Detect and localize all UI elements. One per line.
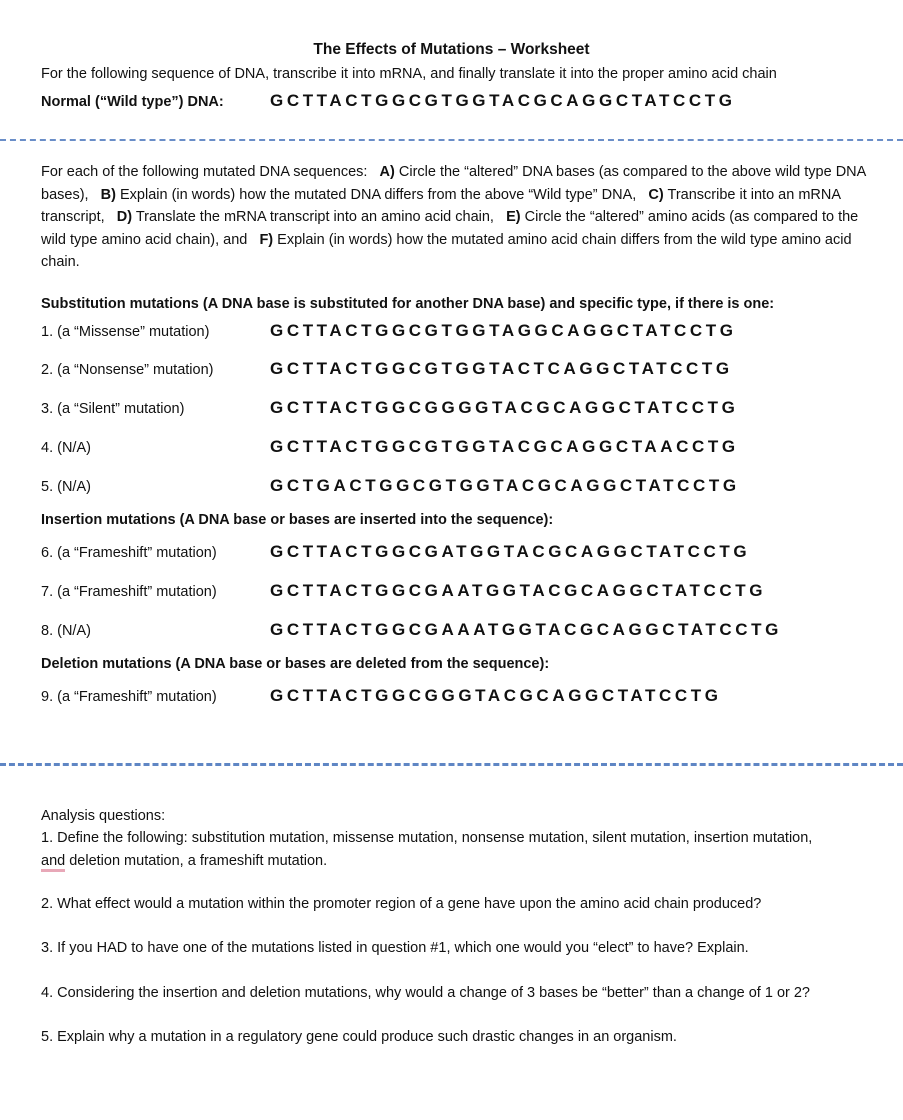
- mutation-4-sequence: GCTTACTGGCGTGGTACGCAGGCTAACCTG: [270, 437, 739, 456]
- wild-type-label: Normal (“Wild type”) DNA:: [41, 94, 224, 110]
- mutation-1-sequence: GCTTACTGGCGTGGTAGGCAGGCTATCCTG: [270, 321, 737, 340]
- direction-f-text: Explain (in words) how the mutated amino acid chain differs from the wild type amino acid chain.: [41, 231, 852, 270]
- directions-paragraph: [41, 161, 871, 274]
- divider-bottom: [0, 763, 903, 766]
- mutation-5-sequence: GCTGACTGGCGTGGTACGCAGGCTATCCTG: [270, 476, 740, 495]
- analysis-heading: Analysis questions:: [41, 808, 166, 824]
- directions-intro: For each of the following mutated DNA sequences:: [41, 164, 368, 180]
- direction-c-marker: C): [648, 186, 664, 203]
- direction-e-marker: E): [506, 209, 521, 225]
- mutation-6-label: 6. (a “Frameshift” mutation): [41, 545, 217, 561]
- direction-a-text: Circle the “altered” DNA bases (as compared to the above wild type DNA bases),: [41, 164, 866, 203]
- question-3: 3. If you HAD to have one of the mutations listed in question #1, which one would you “elect” to have? Explain.: [41, 940, 749, 956]
- direction-b-marker: B): [100, 186, 116, 203]
- direction-f-marker: F): [259, 231, 274, 248]
- worksheet-title: The Effects of Mutations – Worksheet: [313, 41, 590, 58]
- mutation-9-sequence: GCTTACTGGCGGGTACGCAGGCTATCCTG: [270, 686, 722, 705]
- direction-d-text: Translate the mRNA transcript into an amino acid chain,: [135, 209, 494, 225]
- question-1-part-a: 1. Define the following: substitution mutation, missense mutation, nonsense mutation, silent mutation, insertion mutation,: [41, 830, 813, 846]
- mutation-9-label: 9. (a “Frameshift” mutation): [41, 689, 217, 705]
- question-1-part-b: deletion mutation, a frameshift mutation.: [69, 852, 328, 869]
- direction-a-marker: A): [379, 164, 395, 180]
- direction-b-text: Explain (in words) how the mutated DNA differs from the above “Wild type” DNA,: [120, 186, 637, 203]
- mutation-6-sequence: GCTTACTGGCGATGGTACGCAGGCTATCCTG: [270, 542, 751, 561]
- question-1-and: and: [41, 853, 65, 872]
- mutation-8-sequence: GCTTACTGGCGAAATGGTACGCAGGCTATCCTG: [270, 620, 782, 639]
- direction-c-text: Transcribe it into an mRNA transcript,: [41, 186, 841, 225]
- mutation-2-sequence: GCTTACTGGCGTGGTACTCAGGCTATCCTG: [270, 359, 733, 378]
- direction-d-marker: D): [116, 209, 133, 225]
- substitution-heading: Substitution mutations (A DNA base is substituted for another DNA base) and specific type, if there is one:: [41, 296, 775, 312]
- direction-e-text: Circle the “altered” amino acids (as compared to the wild type amino acid chain), and: [41, 209, 859, 248]
- wild-type-sequence: GCTTACTGGCGTGGTACGCAGGCTATCCTG: [270, 91, 736, 110]
- divider-top: [0, 139, 903, 141]
- mutation-1-label: 1. (a “Missense” mutation): [41, 324, 210, 340]
- mutation-3-sequence: GCTTACTGGCGGGGTACGCAGGCTATCCTG: [270, 398, 739, 417]
- insertion-heading: Insertion mutations (A DNA base or bases are inserted into the sequence):: [41, 512, 554, 528]
- instruction-text: For the following sequence of DNA, transcribe it into mRNA, and finally translate it into the proper amino acid chain: [41, 66, 777, 82]
- mutation-2-label: 2. (a “Nonsense” mutation): [41, 362, 214, 378]
- mutation-5-label: 5. (N/A): [41, 479, 91, 495]
- mutation-7-label: 7. (a “Frameshift” mutation): [41, 584, 217, 600]
- question-2: 2. What effect would a mutation within the promoter region of a gene have upon the amino acid chain produced?: [41, 896, 762, 912]
- mutation-8-label: 8. (N/A): [41, 623, 91, 639]
- question-4: 4. Considering the insertion and deletion mutations, why would a change of 3 bases be “better” than a change of 1 or 2?: [41, 985, 810, 1001]
- mutation-7-sequence: GCTTACTGGCGAATGGTACGCAGGCTATCCTG: [270, 581, 767, 600]
- mutation-4-label: 4. (N/A): [41, 440, 91, 456]
- question-5: 5. Explain why a mutation in a regulatory gene could produce such drastic changes in an organism.: [41, 1029, 677, 1045]
- deletion-heading: Deletion mutations (A DNA base or bases are deleted from the sequence):: [41, 656, 550, 672]
- mutation-3-label: 3. (a “Silent” mutation): [41, 401, 185, 417]
- question-1: [41, 827, 831, 872]
